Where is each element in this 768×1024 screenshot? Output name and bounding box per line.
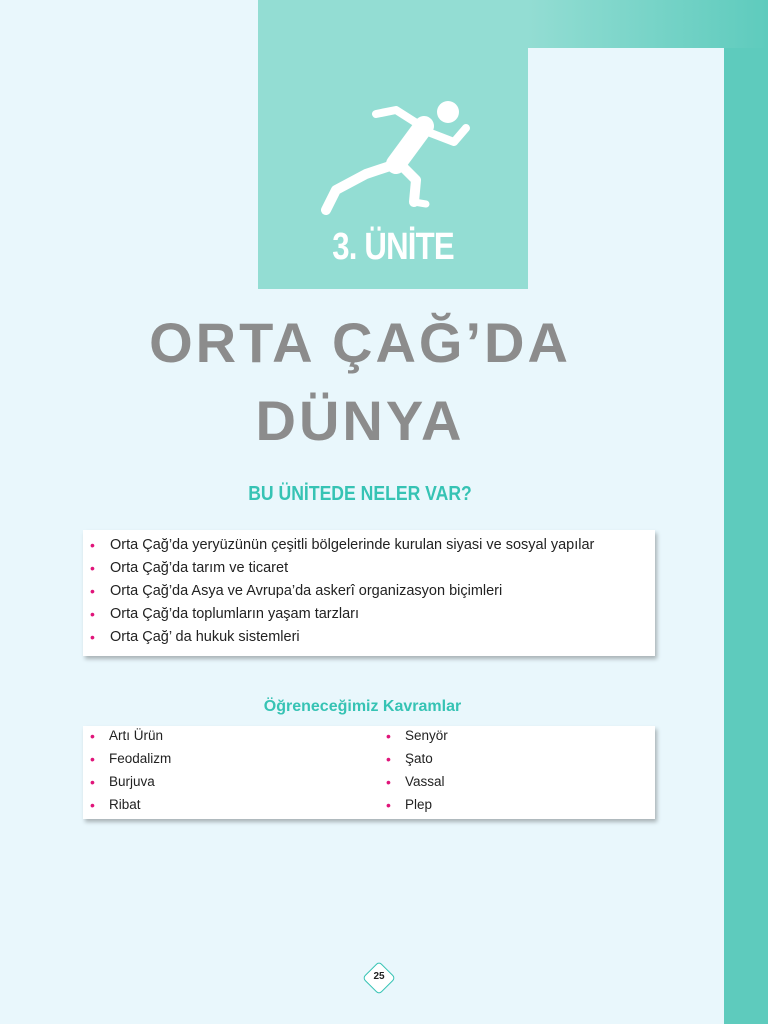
- bullet-icon: •: [386, 751, 391, 767]
- concept-text: Plep: [405, 797, 433, 812]
- concept-item: [379, 726, 448, 749]
- topic-item: [83, 534, 655, 557]
- topic-item: [83, 603, 655, 626]
- bullet-icon: •: [386, 797, 391, 813]
- topic-text: Orta Çağ’da Asya ve Avrupa’da askerî organizasyon biçimleri: [110, 583, 503, 599]
- concept-item: [83, 795, 171, 818]
- concept-text: Senyör: [405, 728, 448, 743]
- topic-text: Orta Çağ’da tarım ve ticaret: [110, 560, 289, 576]
- concepts-right-list: [379, 726, 448, 818]
- right-decorative-band: [724, 0, 768, 1024]
- concept-item: [379, 749, 448, 772]
- bullet-icon: •: [386, 728, 391, 744]
- topic-text: Orta Çağ’ da hukuk sistemleri: [110, 629, 300, 645]
- concept-item: [83, 726, 171, 749]
- unit-label: 3. ÜNİTE: [332, 226, 454, 268]
- page-number-badge: [362, 961, 396, 995]
- bullet-icon: •: [386, 774, 391, 790]
- concept-text: Ribat: [109, 797, 141, 812]
- concept-text: Şato: [405, 751, 433, 766]
- topics-box: [83, 530, 655, 656]
- concept-item: [83, 772, 171, 795]
- topic-item: [83, 557, 655, 580]
- top-decorative-band: [528, 0, 768, 48]
- bullet-icon: •: [90, 583, 95, 599]
- concept-text: Feodalizm: [109, 751, 172, 766]
- bullet-icon: •: [90, 774, 95, 790]
- topic-item: [83, 626, 655, 649]
- bullet-icon: •: [90, 629, 95, 645]
- concept-text: Burjuva: [109, 774, 155, 789]
- concepts-left-list: [83, 726, 171, 818]
- bullet-icon: •: [90, 797, 95, 813]
- topics-list: [83, 534, 655, 649]
- concept-item: [379, 772, 448, 795]
- concept-item: [379, 795, 448, 818]
- page-title-line-1: ORTA ÇAĞ’DA: [149, 311, 571, 374]
- concept-text: Vassal: [405, 774, 445, 789]
- bullet-icon: •: [90, 728, 95, 744]
- bullet-icon: •: [90, 537, 95, 553]
- concepts-heading: Öğreneceğimiz Kavramlar: [263, 698, 462, 715]
- bullet-icon: •: [90, 606, 95, 622]
- topic-item: [83, 580, 655, 603]
- unit-panel: [258, 0, 528, 289]
- concept-item: [83, 749, 171, 772]
- topic-text: Orta Çağ’da toplumların yaşam tarzları: [110, 606, 360, 622]
- topic-text: Orta Çağ’da yeryüzünün çeşitli bölgelerinde kurulan siyasi ve sosyal yapılar: [110, 537, 595, 553]
- page-title-line-2: DÜNYA: [255, 389, 465, 452]
- concept-text: Artı Ürün: [109, 728, 164, 743]
- page-number: 25: [373, 971, 385, 982]
- runner-icon: [316, 92, 476, 217]
- bullet-icon: •: [90, 751, 95, 767]
- topics-heading: BU ÜNİTEDE NELER VAR?: [248, 483, 472, 505]
- bullet-icon: •: [90, 560, 95, 576]
- concepts-box: [83, 726, 655, 819]
